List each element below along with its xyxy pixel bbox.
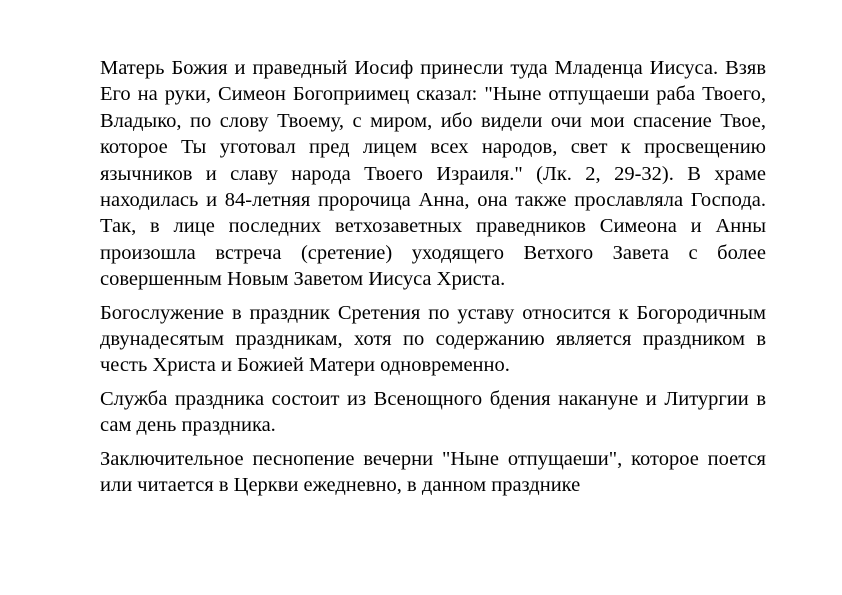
- paragraph-vespers-hymn: Заключительное песнопение вечерни "Ныне отпущаеши", которое поется или читается в Церкви ежедневно, в данном празднике: [100, 447, 766, 497]
- document-page: [100, 55, 766, 506]
- paragraph-feast-classification: Богослужение в праздник Сретения по уставу относится к Богородичным двунадесятым праздникам, хотя по содержанию является праздником в честь Христа и Божией Матери одновременно.: [100, 301, 766, 377]
- paragraph-feast-service: Служба праздника состоит из Всенощного бдения накануне и Литургии в сам день праздника.: [100, 387, 766, 437]
- paragraph-meeting-in-temple: Матерь Божия и праведный Иосиф принесли туда Младенца Иисуса. Взяв Его на руки, Симеон Богоприимец сказал: "Ныне отпущаеши раба Твоего, Владыко, по слову Твоему, с миром, ибо видели очи мои спасение Твое, которое Ты уготовал пред лицем всех народов, свет к просвещению язычников и славу народа Твоего Израиля." (Лк. 2, 29-32). В храме находилась и 84-летняя пророчица Анна, она также прославляла Господа. Так, в лице последних ветхозаветных праведников Симеона и Анны произошла встреча (сретение) уходящего Ветхого Завета с более совершенным Новым Заветом Иисуса Христа.: [100, 57, 766, 291]
